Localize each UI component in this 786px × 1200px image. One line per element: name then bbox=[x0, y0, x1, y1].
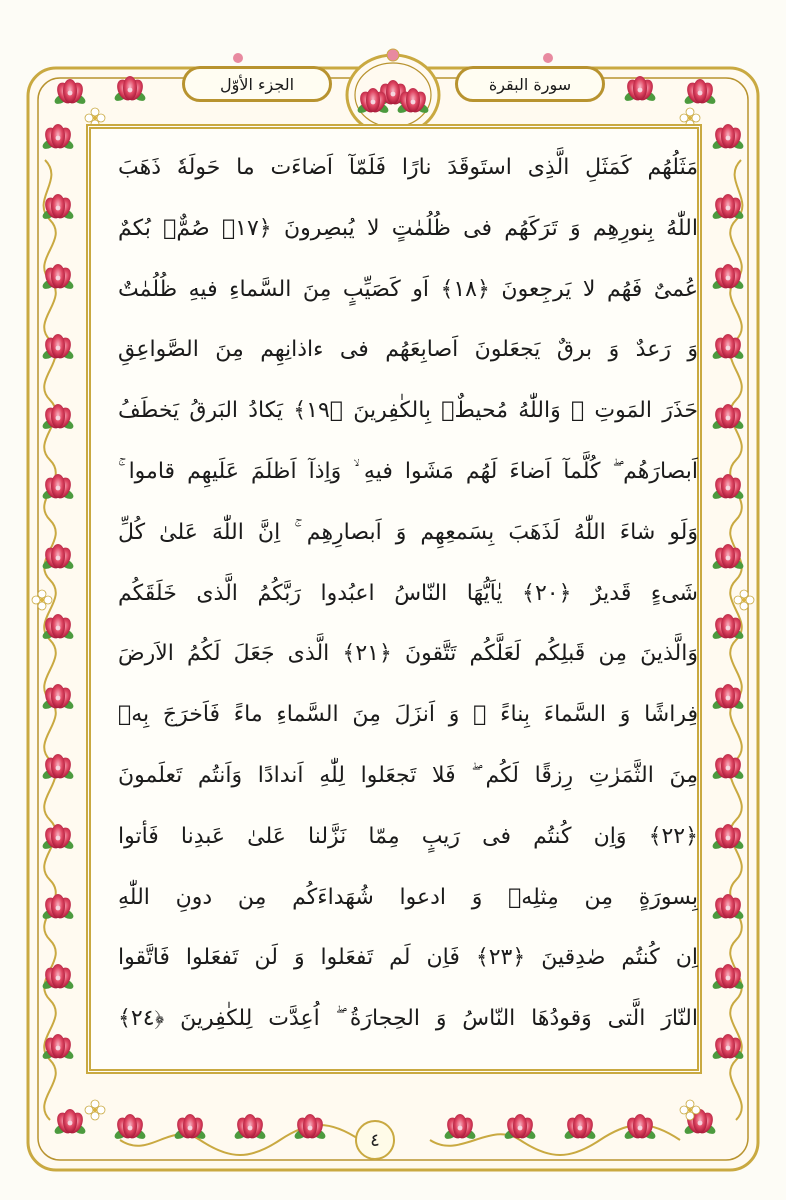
text-line: النّارَ الَّتى وَقودُهَا النّاسُ وَ الحِجارَةُ ۖ اُعِدَّت لِلكٰفِرينَ ﴿٢٤﴾ bbox=[118, 1006, 698, 1032]
text-line: اِن كُنتُم صٰدِقينَ ﴿٢٣﴾ فَاِن لَم تَفعَلوا وَ لَن تَفعَلوا فَاتَّقوا bbox=[118, 945, 698, 971]
text-line: فِراشًا وَ السَّماءَ بِناءً ۖ وَ اَنزَلَ مِنَ السَّماءِ ماءً فَاَخرَجَ بِهٖ bbox=[118, 702, 698, 728]
text-line: شَىءٍ قَديرٌ ﴿٢٠﴾ يٰاَيُّهَا النّاسُ اعبُدوا رَبَّكُمُ الَّذى خَلَقَكُم bbox=[118, 580, 698, 606]
page-number bbox=[355, 1120, 395, 1160]
surah-name-cartouche bbox=[455, 66, 605, 102]
text-line: عُمىٌ فَهُم لا يَرجِعونَ ﴿١٨﴾ اَو كَصَيِّبٍ مِنَ السَّماءِ فيهِ ظُلُمٰتٌ bbox=[118, 276, 698, 302]
text-line: مَثَلُهُم كَمَثَلِ الَّذِى استَوقَدَ نارًا فَلَمّآ اَضاءَت ما حَولَهٗ ذَهَبَ bbox=[118, 155, 698, 180]
surah-name: سورة البقرة bbox=[488, 74, 572, 94]
text-line: بِسورَةٍ مِن مِثلِهٖ وَ ادعوا شُهَداءَكُم مِن دونِ اللّٰهِ bbox=[118, 884, 698, 910]
text-line: اَبصارَهُم ۖ كُلَّمآ اَضاءَ لَهُم مَشَوا فيهِ ۙ وَاِذآ اَظلَمَ عَلَيهِم قاموا ۚ bbox=[118, 458, 698, 484]
text-line: وَلَو شاءَ اللّٰهُ لَذَهَبَ بِسَمعِهِم وَ اَبصارِهِم ۚ اِنَّ اللّٰهَ عَلىٰ كُلِّ bbox=[118, 519, 698, 545]
juz-name: الجزء الأوّل bbox=[220, 74, 295, 94]
quran-text-block bbox=[118, 138, 698, 1050]
text-line: وَالَّذينَ مِن قَبلِكُم لَعَلَّكُم تَتَّقونَ ﴿٢١﴾ الَّذى جَعَلَ لَكُمُ الاَرضَ bbox=[118, 641, 698, 667]
text-line: حَذَرَ المَوتِ ۚ وَاللّٰهُ مُحيطٌۢ بِالكٰفِرينَ ﴿١٩﴾ يَكادُ البَرقُ يَخطَفُ bbox=[118, 398, 698, 424]
text-line: مِنَ الثَّمَرٰتِ رِزقًا لَكُم ۖ فَلا تَجعَلوا لِلّٰهِ اَندادًا وَاَنتُم تَعلَمونَ bbox=[118, 762, 698, 788]
text-line: ﴿٢٢﴾ وَاِن كُنتُم فى رَيبٍ مِمّا نَزَّلنا عَلىٰ عَبدِنا فَأتوا bbox=[118, 823, 698, 849]
text-line: وَ رَعدٌ وَ برقٌ يَجعَلونَ اَصابِعَهُم فى ءاذانِهِم مِنَ الصَّواعِقِ bbox=[118, 337, 698, 363]
juz-name-cartouche bbox=[182, 66, 332, 102]
text-line: اللّٰهُ بِنورِهِم وَ تَرَكَهُم فى ظُلُمٰتٍ لا يُبصِرونَ ﴿١٧﴾ صُمٌّۢ بُكمٌ bbox=[118, 215, 698, 241]
page-number-value: ٤ bbox=[370, 1129, 380, 1151]
